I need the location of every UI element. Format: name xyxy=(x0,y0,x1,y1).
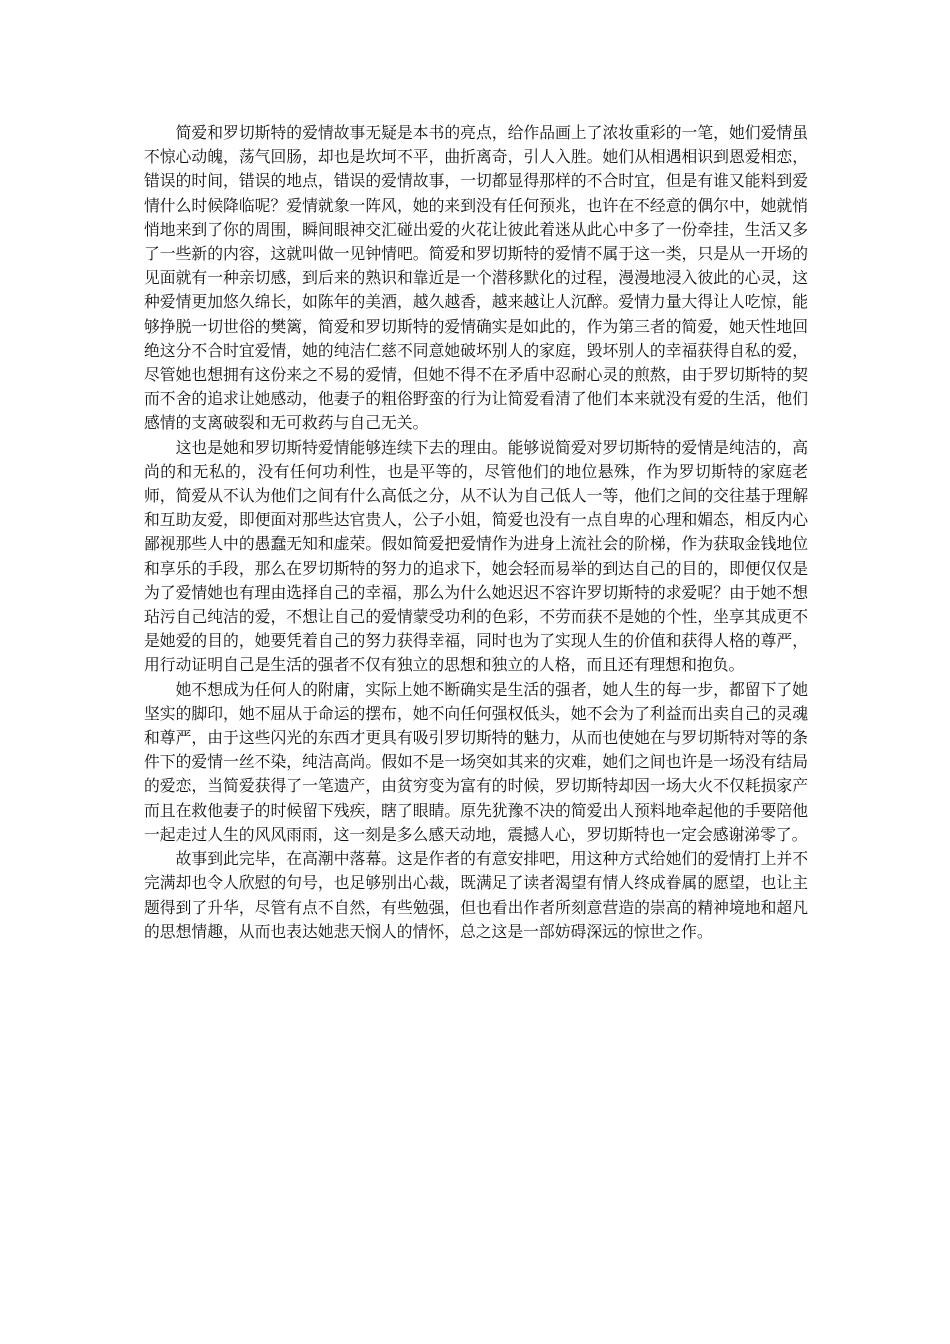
paragraph-4: 故事到此完毕，在高潮中落幕。这是作者的有意安排吧，用这种方式给她们的爱情打上并不完满却也令人欣慰的句号，也足够别出心裁，既满足了读者渴望有情人终成眷属的愿望，也让主题得到了升华，尽管有点不自然，有些勉强，但也看出作者所刻意营造的崇高的精神境地和超凡的思想情趣，从而也表达她悲天悯人的情怀，总之这是一部妨碍深远的惊世之作。 xyxy=(144,849,808,941)
paragraph-3: 她不想成为任何人的附庸，实际上她不断确实是生活的强者，她人生的每一步，都留下了她坚实的脚印，她不屈从于命运的摆布，她不向任何强权低头，她不会为了利益而出卖自己的灵魂和尊严，由于这些闪光的东西才更具有吸引罗切斯特的魅力，从而也使她在与罗切斯特对等的条件下的爱情一丝不染，纯洁高尚。假如不是一场突如其来的灾难，她们之间也许是一场没有结局的爱恋，当简爱获得了一笔遗产，由贫穷变为富有的时候，罗切斯特却因一场大火不仅耗损家产而且在救他妻子的时候留下残疾，瞎了眼睛。原先犹豫不决的简爱出人预料地牵起他的手要陪他一起走过人生的风风雨雨，这一刻是多么感天动地，震撼人心，罗切斯特也一定会感谢涕零了。 xyxy=(144,679,808,844)
document-body xyxy=(144,121,808,944)
paragraph-2: 这也是她和罗切斯特爱情能够连续下去的理由。能够说简爱对罗切斯特的爱情是纯洁的，高尚的和无私的，没有任何功利性，也是平等的，尽管他们的地位悬殊，作为罗切斯特的家庭老师，简爱从不认为他们之间有什么高低之分，从不认为自己低人一等，他们之间的交往基于理解和互助友爱，即便面对那些达官贵人，公子小姐，简爱也没有一点自卑的心理和媚态，相反内心鄙视那些人中的愚蠢无知和虚荣。假如简爱把爱情作为进身上流社会的阶梯，作为获取金钱地位和享乐的手段，那么在罗切斯特的努力的追求下，她会轻而易举的到达自己的目的，即便仅仅是为了爱情她也有理由选择自己的幸福，那么为什么她迟迟不容许罗切斯特的求爱呢？由于她不想玷污自己纯洁的爱，不想让自己的爱情蒙受功利的色彩，不劳而获不是她的个性，坐享其成更不是她爱的目的，她要凭着自己的努力获得幸福，同时也为了实现人生的价值和获得人格的尊严，用行动证明自己是生活的强者不仅有独立的思想和独立的人格，而且还有理想和抱负。 xyxy=(144,437,808,675)
paragraph-1: 简爱和罗切斯特的爱情故事无疑是本书的亮点，给作品画上了浓妆重彩的一笔，她们爱情虽不惊心动魄，荡气回肠，却也是坎坷不平，曲折离奇，引人入胜。她们从相遇相识到恩爱相恋，错误的时间，错误的地点，错误的爱情故事，一切都显得那样的不合时宜，但是有谁又能料到爱情什么时候降临呢？爱情就象一阵风，她的来到没有任何预兆，也许在不经意的偶尔中，她就悄悄地来到了你的周围，瞬间眼神交汇碰出爱的火花让彼此着迷从此心中多了一份牵挂，生活又多了一些新的内容，这就叫做一见钟情吧。简爱和罗切斯特的爱情不属于这一类，只是从一开场的见面就有一种亲切感，到后来的熟识和靠近是一个潜移默化的过程，漫漫地浸入彼此的心灵，这种爱情更加悠久绵长，如陈年的美酒，越久越香，越来越让人沉醉。爱情力量大得让人吃惊，能够挣脱一切世俗的樊篱，简爱和罗切斯特的爱情确实是如此的，作为第三者的简爱，她天性地回绝这分不合时宜爱情，她的纯洁仁慈不同意她破坏别人的家庭，毁坏别人的幸福获得自私的爱，尽管她也想拥有这份来之不易的爱情，但她不得不在矛盾中忍耐心灵的煎熬，由于罗切斯特的契而不舍的追求让她感动，他妻子的粗俗野蛮的行为让简爱看清了他们本来就没有爱的生活，他们感情的支离破裂和无可救药与自己无关。 xyxy=(144,123,808,433)
